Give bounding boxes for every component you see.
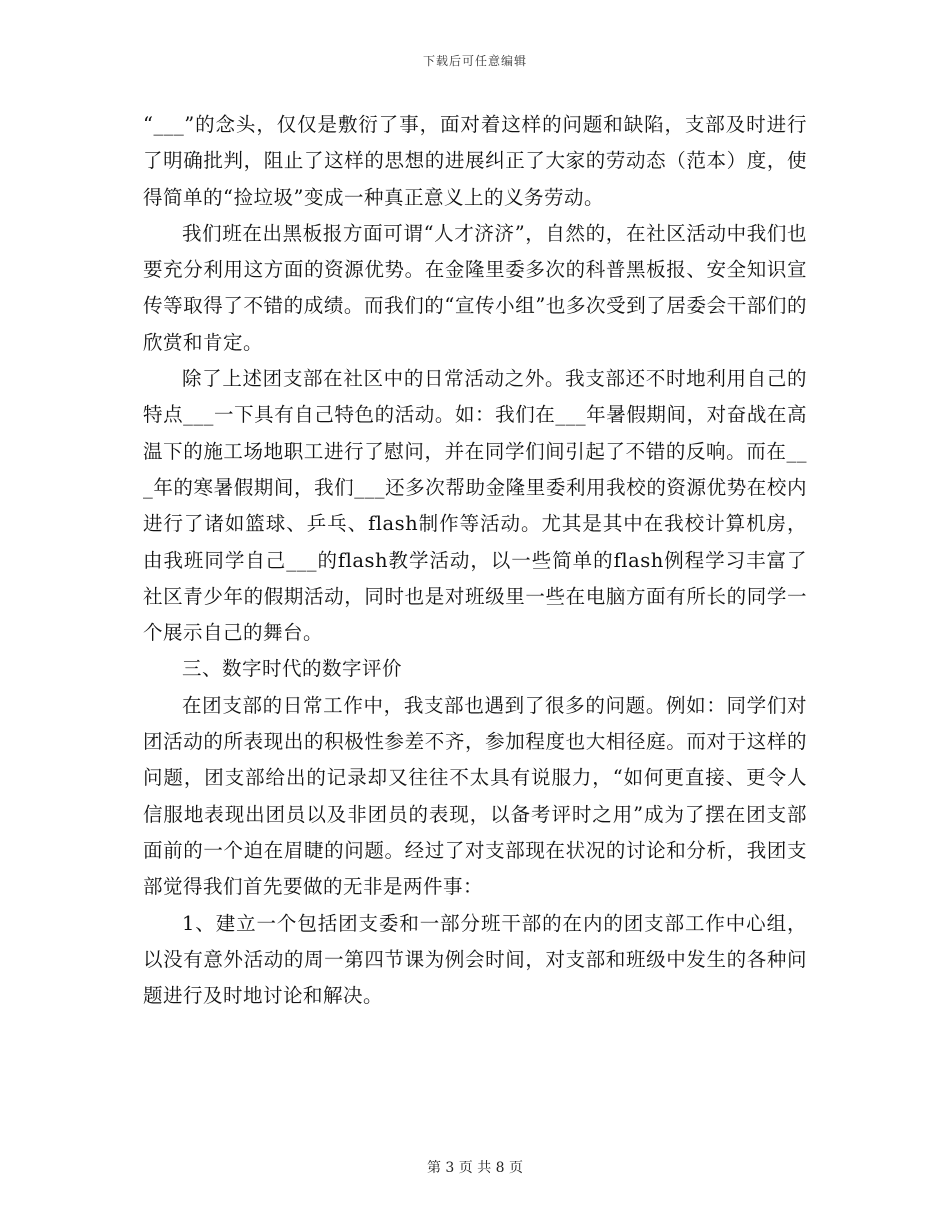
page-number: 第 3 页 共 8 页 — [426, 1160, 524, 1176]
page-header: 下载后可任意编辑 — [422, 54, 527, 68]
section-heading: 三、数字时代的数字评价 — [182, 657, 403, 681]
paragraph-list-item-1: 1、建立一个包括团支委和一部分班干部的在内的团支部工作中心组，以没有意外活动的周一第四节课为例会时间，对支部和班级中发生的各种问题进行及时地讨论和解决。 — [143, 911, 807, 1008]
paragraph-blackboard: 我们班在出黑板报方面可谓“人才济济”，自然的，在社区活动中我们也要充分利用这方面的资源优势。在金隆里委多次的科普黑板报、安全知识宣传等取得了不错的成绩。而我们的“宣传小组”也多次受到了居委会干部们的欣赏和肯定。 — [143, 221, 807, 354]
paragraph-problems: 在团支部的日常工作中，我支部也遇到了很多的问题。例如：同学们对团活动的所表现出的积极性参差不齐，参加程度也大相径庭。而对于这样的问题，团支部给出的记录却又往往不太具有说服力，“如何更直接、更令人信服地表现出团员以及非团员的表现，以备考评时之用”成为了摆在团支部面前的一个迫在眉睫的问题。经过了对支部现在状况的讨论和分析，我团支部觉得我们首先要做的无非是两件事： — [143, 693, 807, 899]
paragraph-special-activities: 除了上述团支部在社区中的日常活动之外。我支部还不时地利用自己的特点___一下具有自己特色的活动。如：我们在___年暑假期间，对奋战在高温下的施工场地职工进行了慰问，并在同学们间引起了不错的反响。而在___年的寒暑假期间，我们___还多次帮助金隆里委利用我校的资源优势在校内进行了诸如篮球、乒乓、flash制作等活动。尤其是其中在我校计算机房，由我班同学自己___的flash教学活动，以一些简单的flash例程学习丰富了社区青少年的假期活动，同时也是对班级里一些在电脑方面有所长的同学一个展示自己的舞台。 — [143, 367, 807, 645]
document-body — [143, 107, 807, 1014]
paragraph-continuation: “___”的念头，仅仅是敷衍了事，面对着这样的问题和缺陷，支部及时进行了明确批判，阻止了这样的思想的进展纠正了大家的劳动态（范本）度，使得简单的“捡垃圾”变成一种真正意义上的义务劳动。 — [143, 113, 807, 209]
